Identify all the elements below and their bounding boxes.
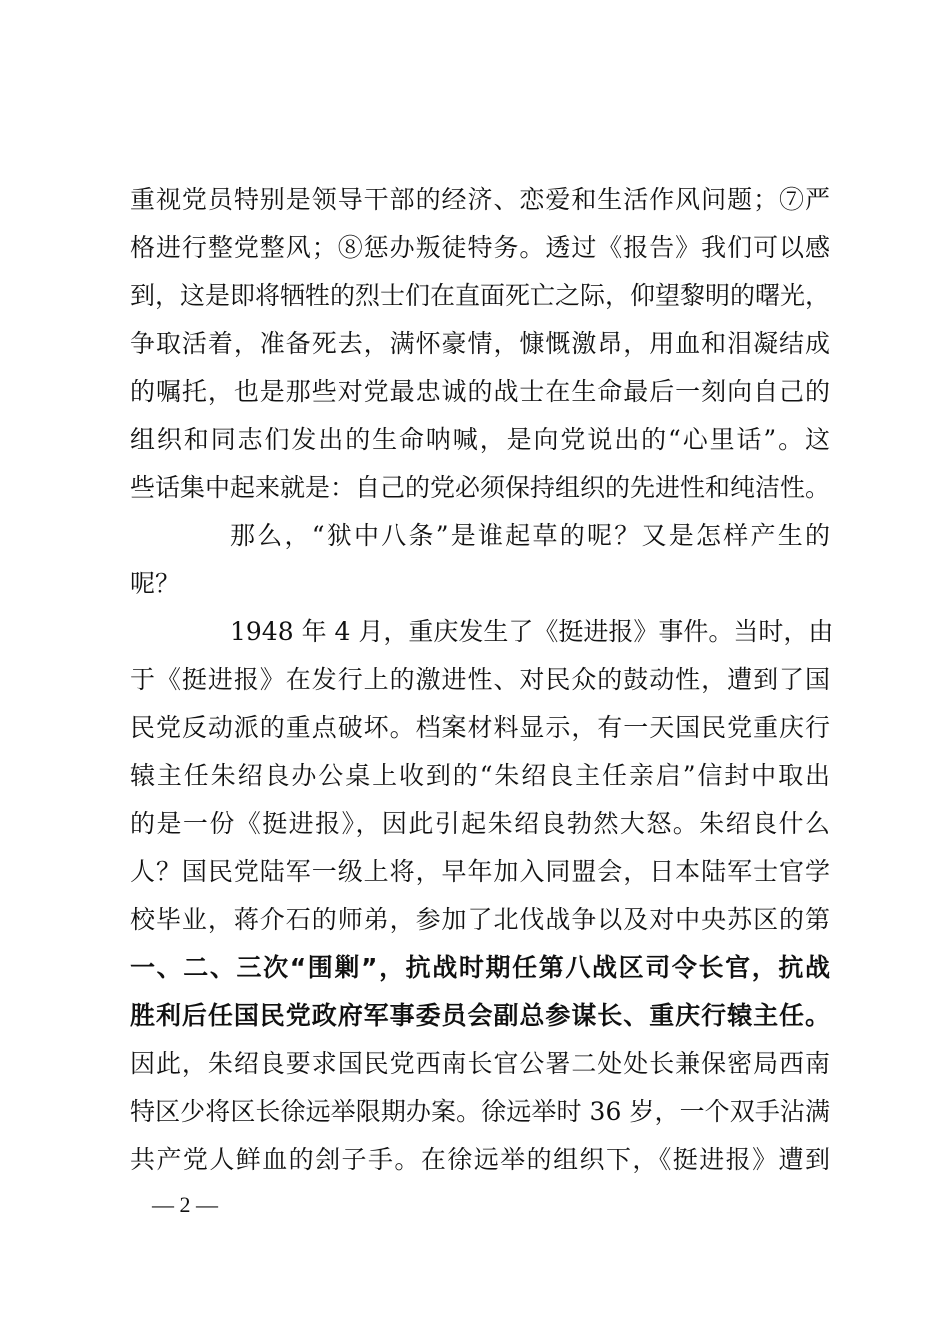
body-line-15: 人？国民党陆军一级上将，早年加入同盟会，日本陆军士官学 — [130, 857, 830, 886]
body-line-17: 一、二、三次“围剿”，抗战时期任第八战区司令长官，抗战 — [130, 953, 830, 982]
body-line-11: 于《挺进报》在发行上的激进性、对民众的鼓动性，遭到了国 — [130, 665, 830, 694]
body-line-9: 呢？ — [130, 569, 181, 598]
body-line-12: 民党反动派的重点破坏。档案材料显示，有一天国民党重庆行 — [130, 713, 830, 742]
page-number: — 2 — — [152, 1192, 218, 1217]
body-line-6: 组织和同志们发出的生命呐喊，是向党说出的“心里话”。这 — [130, 425, 830, 454]
body-line-20: 特区少将区长徐远举限期办案。徐远举时 36 岁，一个双手沾满 — [130, 1097, 830, 1126]
body-line-18: 胜利后任国民党政府军事委员会副总参谋长、重庆行辕主任。 — [130, 1001, 830, 1030]
body-line-1: 重视党员特别是领导干部的经济、恋爱和生活作风问题；⑦严 — [130, 185, 830, 214]
body-line-14: 的是一份《挺进报》，因此引起朱绍良勃然大怒。朱绍良什么 — [130, 809, 830, 838]
body-line-7: 些话集中起来就是：自己的党必须保持组织的先进性和纯洁性。 — [130, 473, 831, 502]
body-line-3: 到，这是即将牺牲的烈士们在直面死亡之际，仰望黎明的曙光， — [130, 281, 831, 310]
body-line-4: 争取活着，准备死去，满怀豪情，慷慨激昂，用血和泪凝结成 — [130, 329, 830, 358]
body-line-19: 因此，朱绍良要求国民党西南长官公署二处处长兼保密局西南 — [130, 1049, 830, 1078]
body-line-8: 那么，“狱中八条”是谁起草的呢？又是怎样产生的 — [230, 521, 830, 550]
body-line-21: 共产党人鲜血的刽子手。在徐远举的组织下，《挺进报》遭到 — [130, 1145, 830, 1174]
body-line-16: 校毕业，蒋介石的师弟，参加了北伐战争以及对中央苏区的第 — [130, 905, 830, 934]
body-line-5: 的嘱托，也是那些对党最忠诚的战士在生命最后一刻向自己的 — [130, 377, 830, 406]
body-line-10: 1948 年 4 月，重庆发生了《挺进报》事件。当时，由 — [230, 617, 834, 646]
body-line-13: 辕主任朱绍良办公桌上收到的“朱绍良主任亲启”信封中取出 — [130, 761, 830, 790]
body-line-2: 格进行整党整风；⑧惩办叛徒特务。透过《报告》我们可以感 — [130, 233, 830, 262]
